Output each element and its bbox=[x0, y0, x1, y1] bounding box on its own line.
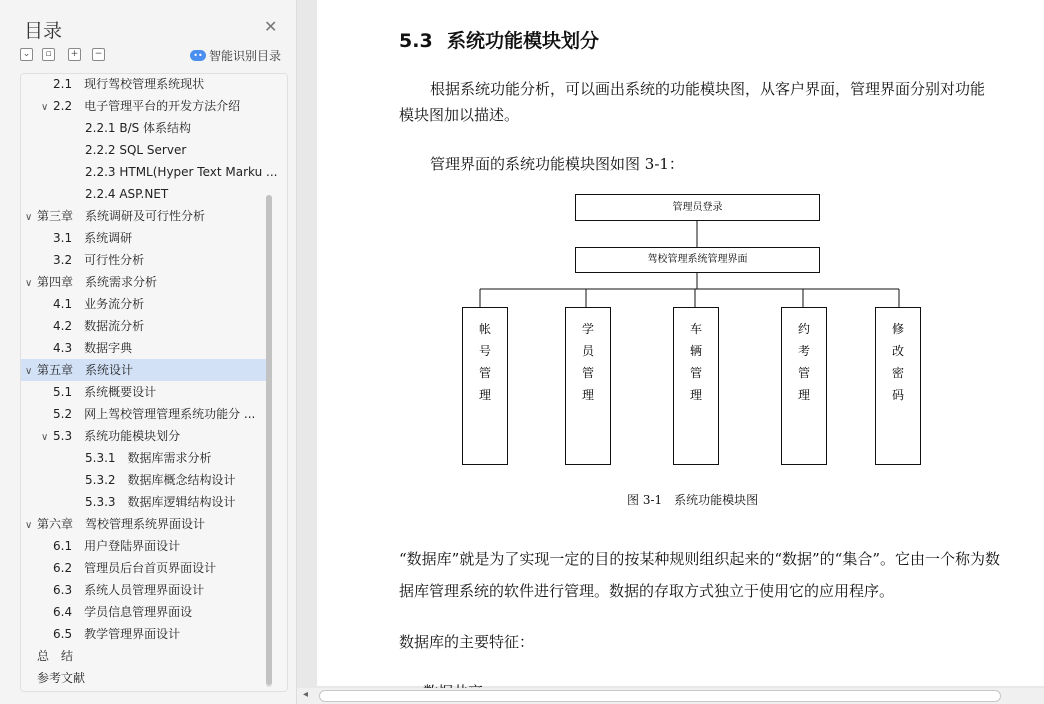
para3-line1: “数据库”就是为了实现一定的目的按某种规则组织起来的“数据”的“集合”。它由一个称为数 bbox=[399, 550, 1001, 568]
document-page bbox=[317, 0, 1044, 686]
toc-item-label: 2.2 电子管理平台的开发方法介绍 bbox=[53, 99, 241, 113]
toc-item[interactable] bbox=[21, 73, 287, 95]
toc-item-label: 6.3 系统人员管理界面设计 bbox=[53, 583, 205, 597]
toc-item[interactable] bbox=[21, 139, 319, 161]
toc-item[interactable] bbox=[21, 359, 271, 381]
toc-item[interactable] bbox=[21, 183, 319, 205]
module-box-vehicle bbox=[673, 307, 719, 465]
toc-item-label: 5.2 网上驾校管理管理系统功能分 ... bbox=[53, 407, 256, 421]
collapse-level-icon[interactable]: − bbox=[92, 48, 105, 61]
toc-item[interactable] bbox=[21, 601, 287, 623]
toc-item-label: 4.3 数据字典 bbox=[53, 341, 133, 355]
toc-item[interactable] bbox=[21, 425, 287, 447]
module-box-student bbox=[565, 307, 611, 465]
toc-item[interactable] bbox=[21, 271, 271, 293]
toc-item[interactable] bbox=[21, 117, 319, 139]
figure-caption: 图 3-1 系统功能模块图 bbox=[627, 493, 759, 507]
collapse-all-icon[interactable]: ⌄ bbox=[20, 48, 33, 61]
toc-item[interactable] bbox=[21, 667, 271, 689]
module-label: 学员管理 bbox=[581, 322, 594, 402]
toc-item-label: 6.5 教学管理界面设计 bbox=[53, 627, 181, 641]
toc-sidebar bbox=[0, 0, 297, 704]
toc-item-label: 6.1 用户登陆界面设计 bbox=[53, 539, 181, 553]
toc-item-label: 5.1 系统概要设计 bbox=[53, 385, 157, 399]
para1-line2: 模块图加以描述。 bbox=[399, 106, 520, 124]
login-box: 管理员登录 bbox=[575, 194, 820, 221]
chevron-down-icon[interactable]: ∨ bbox=[25, 212, 33, 223]
toc-item-label: 5.3.3 数据库逻辑结构设计 bbox=[85, 495, 236, 509]
toc-item[interactable] bbox=[21, 161, 319, 183]
para4: 数据库的主要特征： bbox=[399, 633, 535, 651]
toc-item[interactable] bbox=[21, 249, 287, 271]
horizontal-scrollbar[interactable] bbox=[297, 688, 1044, 704]
toc-item-label: 2.2.1 B/S 体系结构 bbox=[85, 121, 192, 135]
para3-line2: 据库管理系统的软件进行管理。数据的存取方式独立于使用它的应用程序。 bbox=[399, 582, 895, 600]
toc-item[interactable] bbox=[21, 381, 287, 403]
module-box-password bbox=[875, 307, 921, 465]
heading-number: 5.3 bbox=[399, 30, 433, 52]
toc-item[interactable] bbox=[21, 95, 287, 117]
heading-text: 系统功能模块划分 bbox=[447, 30, 600, 52]
horizontal-scroll-thumb[interactable] bbox=[319, 690, 1001, 702]
toc-item-label: 6.4 学员信息管理界面设 bbox=[53, 605, 193, 619]
toc-item-label: 总 结 bbox=[37, 649, 74, 663]
scroll-left-icon[interactable]: ◂ bbox=[303, 689, 309, 700]
chevron-down-icon[interactable]: ∨ bbox=[25, 366, 33, 377]
toc-item-label: 4.1 业务流分析 bbox=[53, 297, 145, 311]
toc-item-label: 2.1 现行驾校管理系统现状 bbox=[53, 77, 205, 91]
toc-item-label: 4.2 数据流分析 bbox=[53, 319, 145, 333]
toc-item-label: 3.1 系统调研 bbox=[53, 231, 133, 245]
toc-item-label: 2.2.4 ASP.NET bbox=[85, 187, 169, 201]
ai-icon: •• bbox=[190, 50, 206, 61]
toc-item[interactable] bbox=[21, 513, 271, 535]
module-label: 修改密码 bbox=[891, 322, 904, 402]
toc-item-label: 5.3.1 数据库需求分析 bbox=[85, 451, 212, 465]
toc-item[interactable] bbox=[21, 205, 271, 227]
sidebar-title: 目录 bbox=[24, 20, 63, 42]
toc-item-label: 2.2.3 HTML(Hyper Text Marku ... bbox=[85, 165, 278, 179]
close-icon[interactable]: ✕ bbox=[264, 17, 278, 36]
module-box-account bbox=[462, 307, 508, 465]
module-box-exam bbox=[781, 307, 827, 465]
toc-item-label: 参考文献 bbox=[37, 671, 86, 685]
module-label: 帐号管理 bbox=[478, 322, 491, 402]
module-diagram bbox=[317, 0, 1044, 520]
toc-item[interactable] bbox=[21, 293, 287, 315]
toc-item[interactable] bbox=[21, 645, 271, 667]
toc-item[interactable] bbox=[21, 403, 287, 425]
toc-item-label: 第五章 系统设计 bbox=[37, 363, 134, 377]
toc-item[interactable] bbox=[21, 315, 287, 337]
module-label: 约考管理 bbox=[797, 322, 810, 402]
toc-item-label: 2.2.2 SQL Server bbox=[85, 143, 187, 157]
para1-line1: 根据系统功能分析，可以画出系统的功能模块图，从客户界面，管理界面分别对功能 bbox=[430, 80, 986, 98]
toc-item-label: 5.3.2 数据库概念结构设计 bbox=[85, 473, 236, 487]
toc-item-label: 第六章 驾校管理系统界面设计 bbox=[37, 517, 206, 531]
toc-scrollbar[interactable] bbox=[266, 195, 272, 685]
chevron-down-icon[interactable]: ∨ bbox=[25, 520, 33, 531]
toc-item-label: 6.2 管理员后台首页界面设计 bbox=[53, 561, 217, 575]
expand-all-icon[interactable]: + bbox=[68, 48, 81, 61]
chevron-down-icon[interactable]: ∨ bbox=[25, 278, 33, 289]
toc-item-label: 3.2 可行性分析 bbox=[53, 253, 145, 267]
management-box: 驾校管理系统管理界面 bbox=[575, 247, 820, 273]
toc-item[interactable] bbox=[21, 579, 287, 601]
expand-level-icon[interactable]: ▫ bbox=[42, 48, 55, 61]
toc-item[interactable] bbox=[21, 491, 319, 513]
para2: 管理界面的系统功能模块图如图 3-1： bbox=[430, 155, 684, 173]
toc-item[interactable] bbox=[21, 557, 287, 579]
chevron-down-icon[interactable]: ∨ bbox=[41, 432, 49, 443]
toc-item-label: 5.3 系统功能模块划分 bbox=[53, 429, 181, 443]
module-label: 车辆管理 bbox=[689, 322, 702, 402]
smart-toc-button[interactable] bbox=[190, 47, 281, 64]
smart-toc-label: 智能识别目录 bbox=[209, 49, 282, 63]
toc-item[interactable] bbox=[21, 535, 287, 557]
chevron-down-icon[interactable]: ∨ bbox=[41, 102, 49, 113]
toc-list bbox=[20, 73, 288, 692]
toc-item[interactable] bbox=[21, 469, 319, 491]
document-area bbox=[297, 0, 1044, 704]
toc-item-label: 第三章 系统调研及可行性分析 bbox=[37, 209, 206, 223]
toc-item[interactable] bbox=[21, 337, 287, 359]
toc-item[interactable] bbox=[21, 227, 287, 249]
toc-item-label: 第四章 系统需求分析 bbox=[37, 275, 158, 289]
toc-item[interactable] bbox=[21, 623, 287, 645]
toc-item[interactable] bbox=[21, 447, 319, 469]
